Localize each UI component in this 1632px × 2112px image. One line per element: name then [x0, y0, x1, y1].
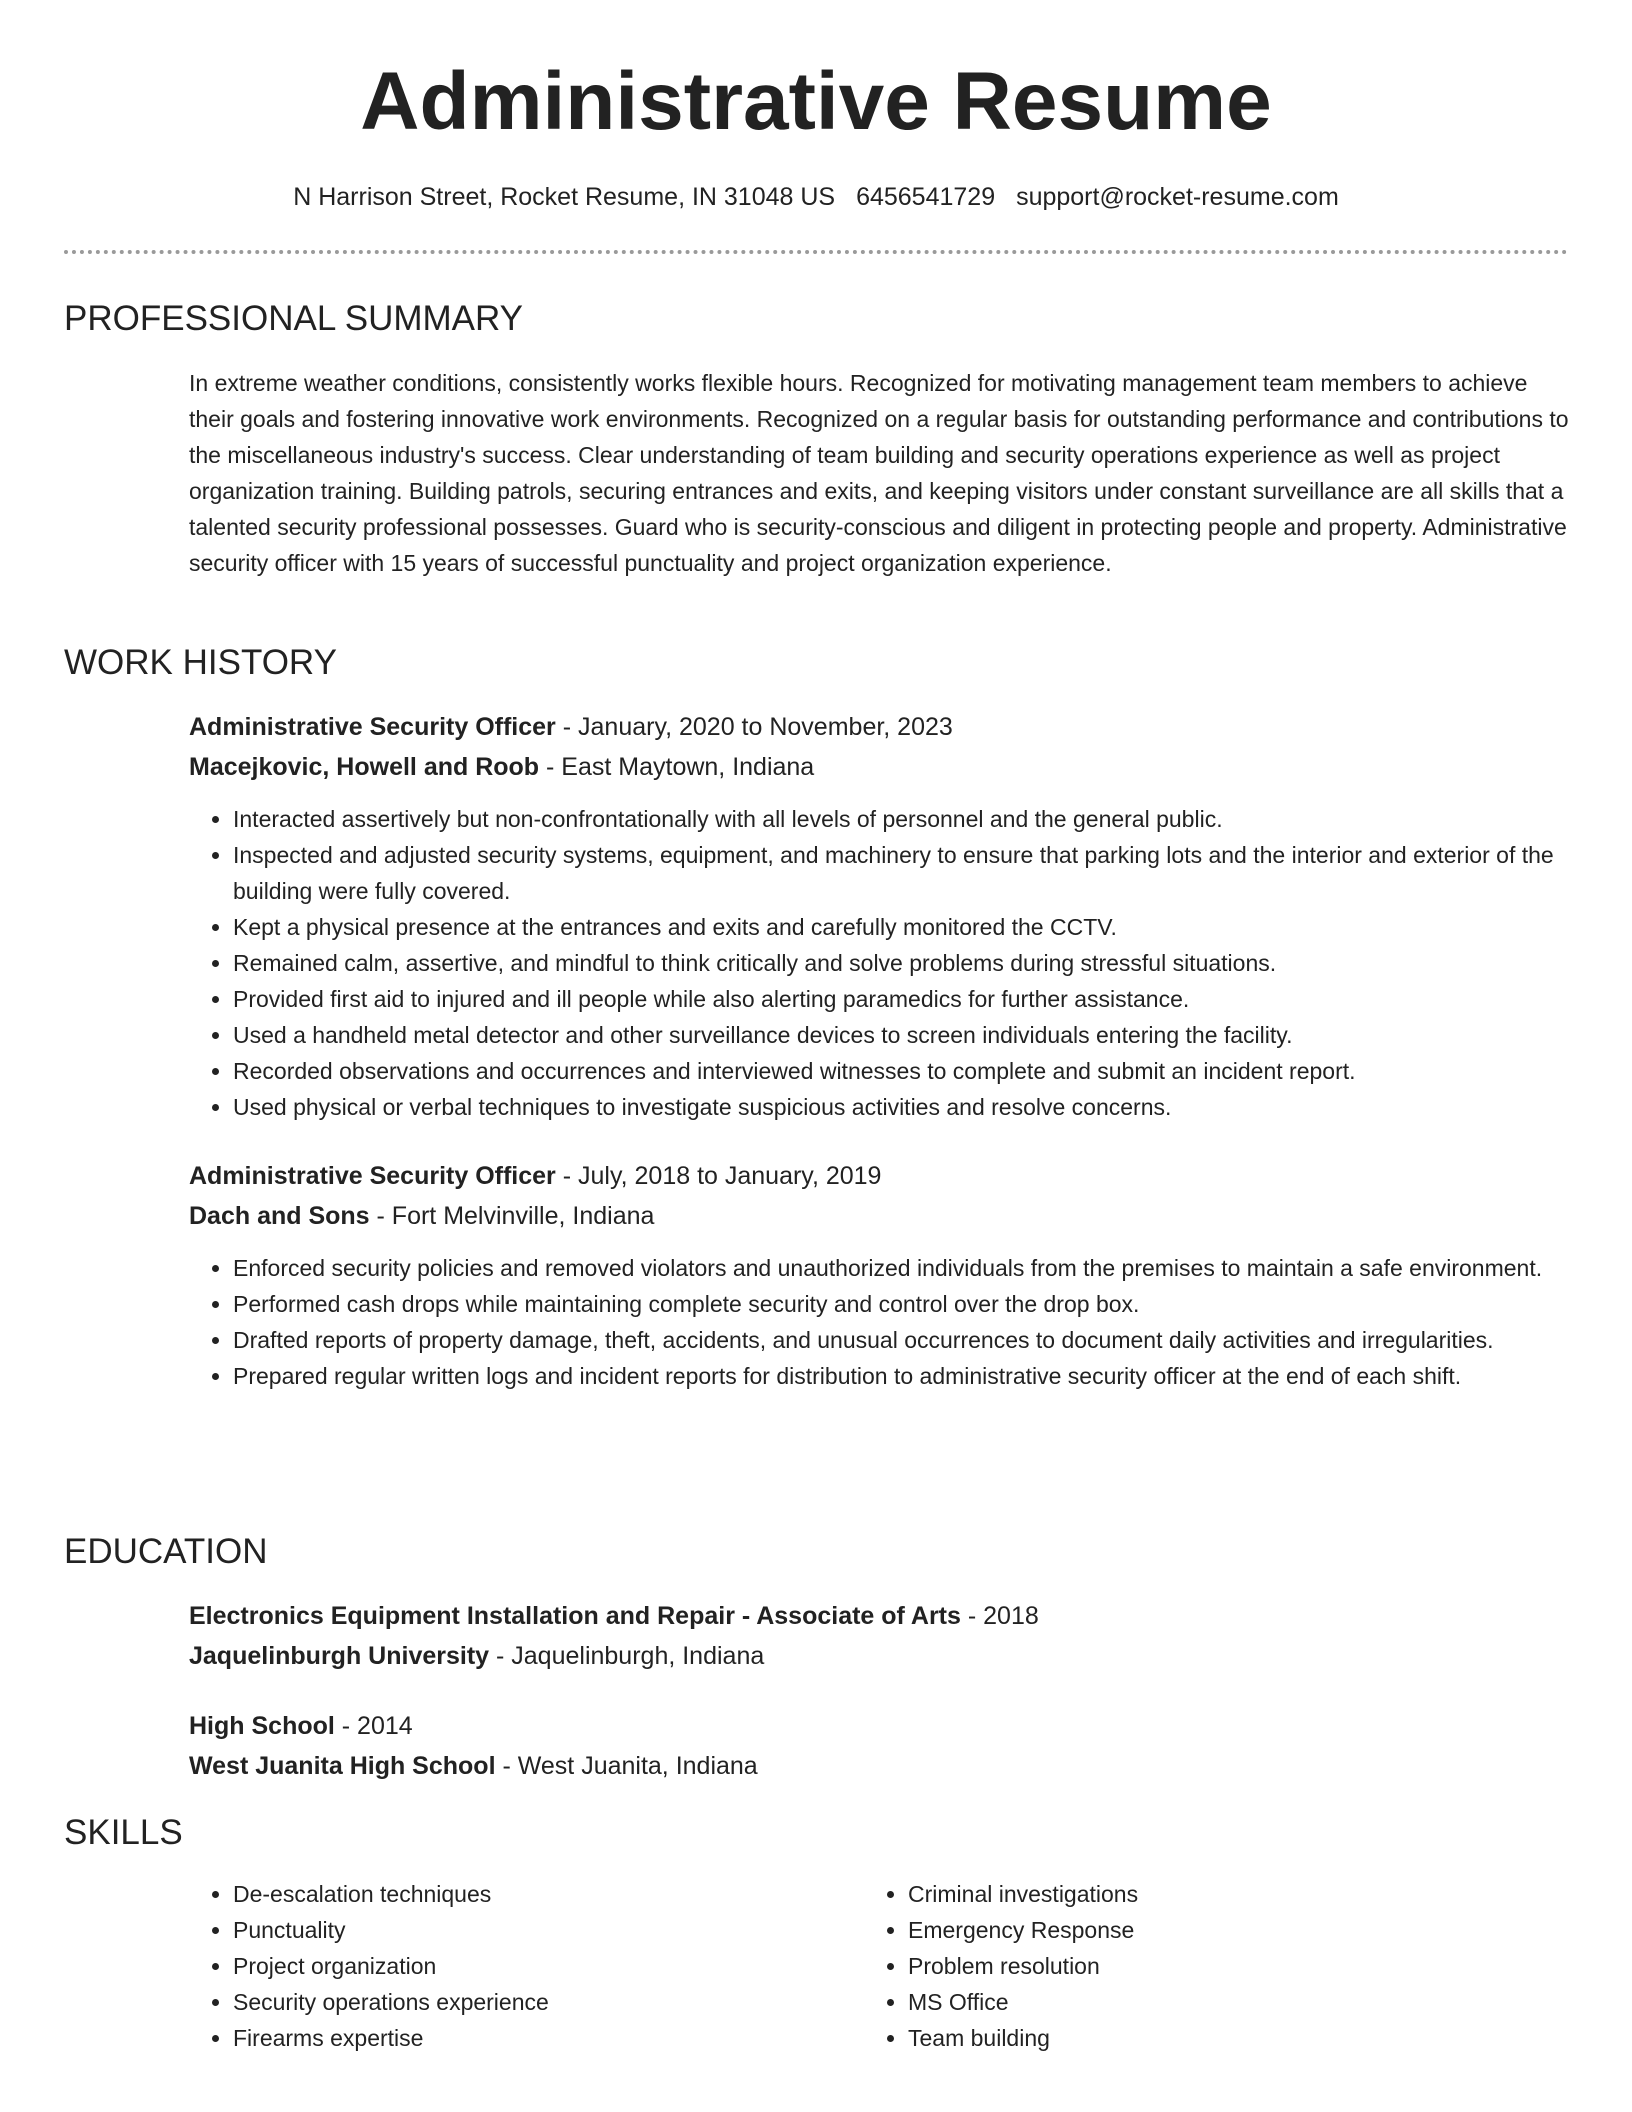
degree-line — [189, 1706, 1569, 1746]
contact-line — [0, 180, 1632, 214]
job-company: Macejkovic, Howell and Roob — [189, 753, 540, 781]
job-title: Administrative Security Officer — [189, 713, 556, 741]
list-item: • Provided first aid to injured and ill people while also alerting paramedics for further assistance. — [233, 981, 1613, 1017]
job-location: - Fort Melvinville, Indiana — [369, 1202, 655, 1230]
job-bullets — [189, 1250, 1613, 1394]
list-item: • Problem resolution — [908, 1948, 1528, 1984]
list-item: • Used a handheld metal detector and other surveillance devices to screen individuals entering the facility. — [233, 1017, 1613, 1053]
list-item: • Performed cash drops while maintaining complete security and control over the drop box. — [233, 1286, 1613, 1322]
job-company-line — [189, 1196, 1569, 1236]
education-entry — [189, 1706, 1569, 1786]
list-item: • Prepared regular written logs and incident reports for distribution to administrative security officer at the end of each shift. — [233, 1358, 1613, 1394]
job-company: Dach and Sons — [189, 1202, 370, 1230]
list-item: • Recorded observations and occurrences and interviewed witnesses to complete and submit an incident report. — [233, 1053, 1613, 1089]
school: Jaquelinburgh University — [189, 1642, 490, 1670]
skills-heading: SKILLS — [64, 1813, 183, 1852]
list-item: • Security operations experience — [233, 1984, 853, 2020]
job-dates: - July, 2018 to January, 2019 — [555, 1162, 882, 1190]
list-item: • Team building — [908, 2020, 1528, 2056]
skills-list-right — [864, 1876, 1528, 2056]
contact-address: N Harrison Street, Rocket Resume, IN 31048 US — [293, 183, 836, 211]
summary-heading: PROFESSIONAL SUMMARY — [64, 299, 523, 338]
job-title-line — [189, 1156, 1569, 1196]
degree: Electronics Equipment Installation and Repair - Associate of Arts — [189, 1602, 961, 1630]
school-location: - Jaquelinburgh, Indiana — [489, 1642, 765, 1670]
list-item: • Drafted reports of property damage, theft, accidents, and unusual occurrences to document daily activities and irregularities. — [233, 1322, 1613, 1358]
school-line — [189, 1746, 1569, 1786]
header-divider — [64, 250, 1568, 254]
degree-year: - 2014 — [334, 1712, 413, 1740]
skills-list-left — [189, 1876, 853, 2056]
list-item: • Remained calm, assertive, and mindful to think critically and solve problems during stressful situations. — [233, 945, 1613, 981]
list-item: • Used physical or verbal techniques to investigate suspicious activities and resolve concerns. — [233, 1089, 1613, 1125]
job-company-line — [189, 747, 1569, 787]
school-line — [189, 1636, 1569, 1676]
summary-text: In extreme weather conditions, consistently works flexible hours. Recognized for motivating management team members to achieve their goals and fostering innovative work environments. Recognized on a regular basis for outstanding performance and contributions to the miscellaneous industry's success. Clear understanding of team building and security operations experience as well as project organization training. Building patrols, securing entrances and exits, and keeping visitors under constant surveillance are all skills that a talented security professional possesses. Guard who is security-conscious and diligent in protecting people and property. Administrative security officer with 15 years of successful punctuality and project organization experience. — [189, 370, 1569, 576]
resume-title: Administrative Resume — [360, 56, 1272, 147]
list-item: • Inspected and adjusted security systems, equipment, and machinery to ensure that parking lots and the interior and exterior of the building were fully covered. — [233, 837, 1613, 909]
job-title-line — [189, 707, 1569, 747]
degree: High School — [189, 1712, 335, 1740]
job-location: - East Maytown, Indiana — [539, 753, 815, 781]
degree-line — [189, 1596, 1569, 1636]
list-item: • De-escalation techniques — [233, 1876, 853, 1912]
job-bullets — [189, 801, 1613, 1125]
list-item: • Firearms expertise — [233, 2020, 853, 2056]
job-title: Administrative Security Officer — [189, 1162, 556, 1190]
list-item: • Project organization — [233, 1948, 853, 1984]
job-dates: - January, 2020 to November, 2023 — [555, 713, 953, 741]
list-item: • Emergency Response — [908, 1912, 1528, 1948]
work-entry-header — [189, 1156, 1569, 1236]
education-heading: EDUCATION — [64, 1532, 268, 1571]
education-entry — [189, 1596, 1569, 1676]
work-entry-header — [189, 707, 1569, 787]
list-item: • MS Office — [908, 1984, 1528, 2020]
list-item: • Kept a physical presence at the entrances and exits and carefully monitored the CCTV. — [233, 909, 1613, 945]
work-history-heading: WORK HISTORY — [64, 643, 337, 682]
degree-year: - 2018 — [960, 1602, 1039, 1630]
contact-phone: 6456541729 — [856, 183, 996, 211]
list-item: • Criminal investigations — [908, 1876, 1528, 1912]
school-location: - West Juanita, Indiana — [495, 1752, 758, 1780]
list-item: • Punctuality — [233, 1912, 853, 1948]
list-item: • Interacted assertively but non-confrontationally with all levels of personnel and the general public. — [233, 801, 1613, 837]
list-item: • Enforced security policies and removed violators and unauthorized individuals from the premises to maintain a safe environment. — [233, 1250, 1613, 1286]
school: West Juanita High School — [189, 1752, 496, 1780]
contact-email: support@rocket-resume.com — [1016, 183, 1339, 211]
